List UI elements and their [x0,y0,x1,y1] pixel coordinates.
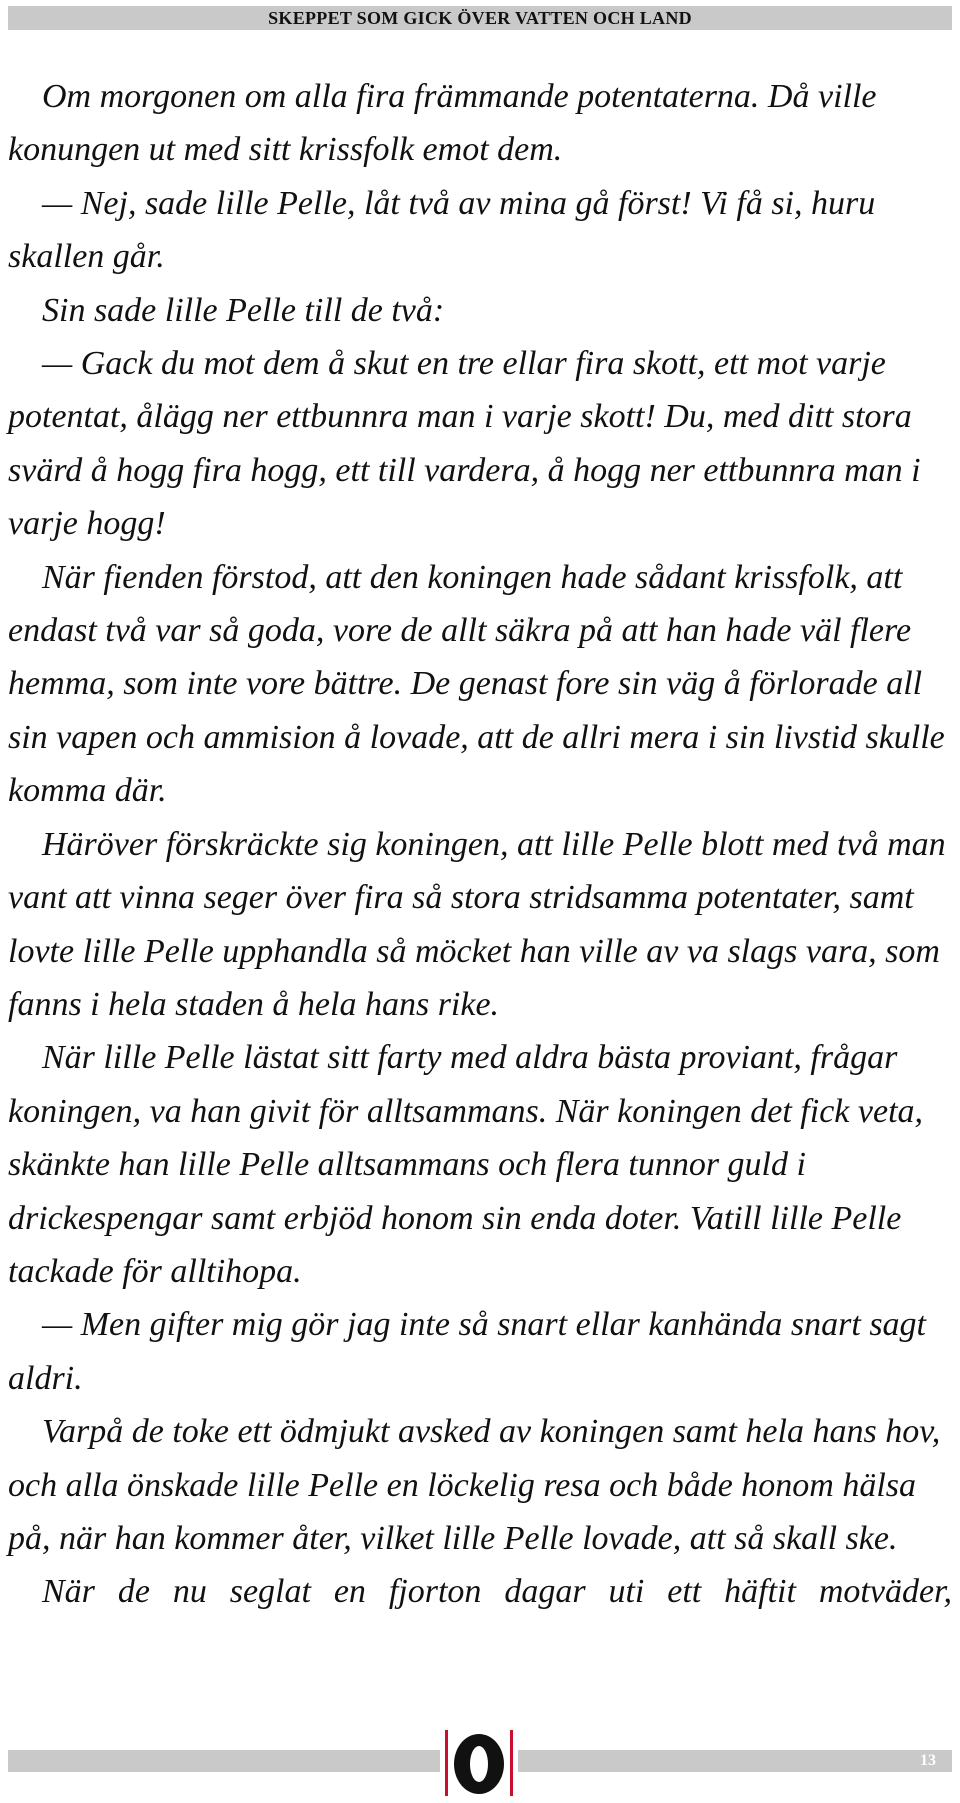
paragraph: — Gack du mot dem å skut en tre ellar fira skott, ett mot varje potentat, ålägg ner ettbunnra man i varje skott! Du, med ditt stora svärd å hogg fira hogg, ett till vardera, å hogg ner ettbunnra man i varje hogg! [8,345,921,543]
paragraph: Om morgonen om alla fira främmande potentaterna. Då ville konungen ut med sitt krissfolk emot dem. [8,78,877,169]
logo-left-rule [445,1730,448,1796]
running-header [8,6,952,30]
paragraph: När fienden förstod, att den koningen hade sådant krissfolk, att endast två var så goda, vore de allt säkra på att han hade väl flere hemma, som inte vore bättre. De genast fore sin väg å förlorade all sin vapen och ammision å lovade, att de allri mera i sin livstid skulle komma där. [8,558,945,810]
paragraph: — Nej, sade lille Pelle, låt två av mina gå först! Vi få si, huru skallen går. [8,184,876,276]
logo-o-counter [470,1746,488,1782]
paragraph: Häröver förskräckte sig koningen, att lille Pelle blott med två man vant att vinna seger över fira så stora stridsamma potentater, samt lovte lille Pelle upphandla så möcket han ville av va slags vara, som fanns i hela staden å hela hans rike. [8,825,946,1023]
paragraph: När de nu seglat en fjorton dagar uti ett häftit motväder, [42,1573,952,1611]
paragraph: Varpå de toke ett ödmjukt avsked av koningen samt hela hans hov, och alla önskade lille Pelle en löckelig resa och både honom hälsa på, när han kommer åter, vilket lille Pelle lovade, att så skall ske. [8,1413,941,1557]
running-header-title: SKEPPET SOM GICK ÖVER VATTEN OCH LAND [268,7,692,28]
page-number: 13 [920,1752,936,1769]
paragraph: När lille Pelle lästat sitt farty med aldra bästa proviant, frågar koningen, va han givit för alltsammans. När koningen det fick veta, skänkte han lille Pelle alltsammans och flera tunnor guld i drickespengar samt erbjöd honom sin enda doter. Vatill lille Pelle tackade för alltihopa. [8,1039,924,1290]
footer-bar-right [518,1750,952,1772]
body-text [8,70,952,1619]
publisher-o-logo-icon [440,1728,518,1798]
logo-right-rule [510,1730,513,1796]
paragraph: Sin sade lille Pelle till de två: [42,291,445,329]
paragraph: — Men gifter mig gör jag inte så snart ellar kanhända snart sagt aldri. [8,1306,926,1397]
footer-bar-left [8,1750,440,1772]
